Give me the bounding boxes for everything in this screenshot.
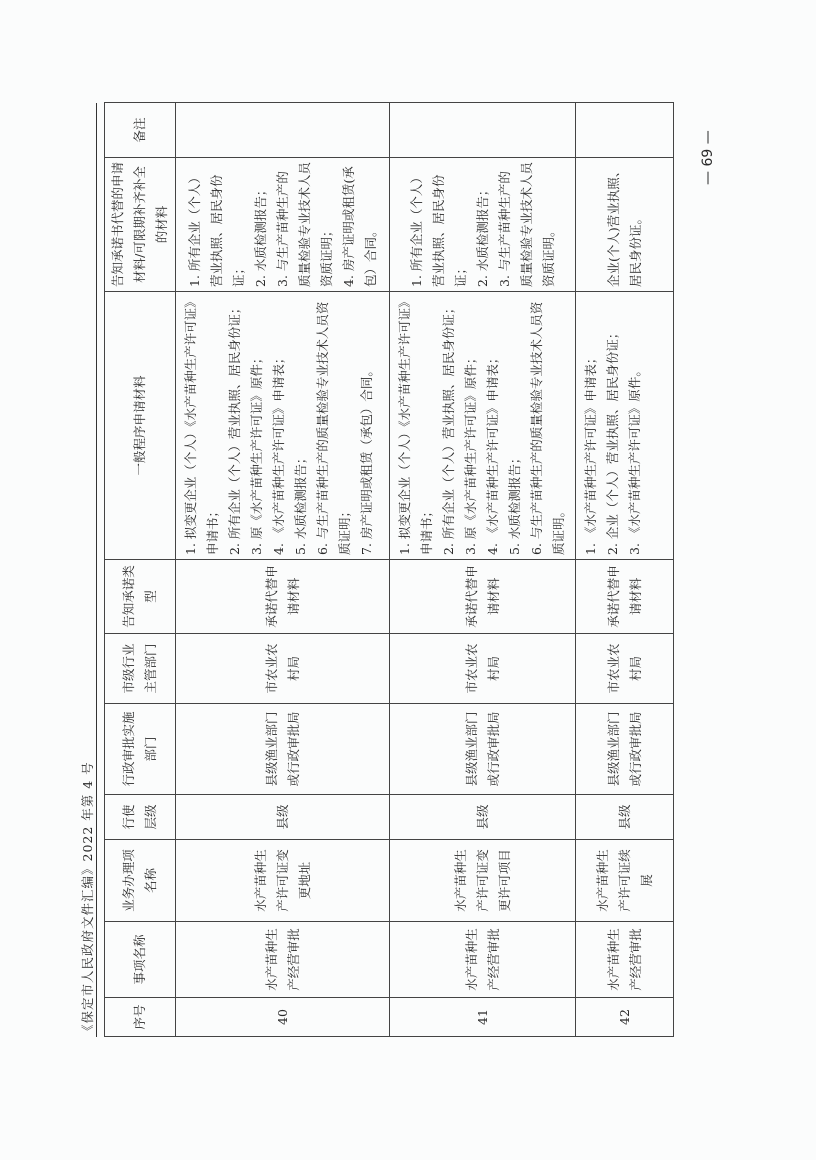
cell-level: 县级 <box>176 795 390 840</box>
cell-city-dept: 市农业农村局 <box>176 634 390 704</box>
cell-promise-type: 承诺代替申请材料 <box>176 560 390 634</box>
material-item: 4. 《水产苗种生产许可证》申请表； <box>485 351 500 555</box>
header-remarks: 备注 <box>105 103 176 158</box>
cell-remarks <box>576 103 674 158</box>
cell-level: 县级 <box>576 795 674 840</box>
cell-promise-type: 承诺代替申请材料 <box>576 560 674 634</box>
material-item: 3. 《水产苗种生产许可证》原件。 <box>627 364 642 555</box>
header-promise-type: 告知承诺类型 <box>105 560 176 634</box>
cell-business-name: 水产苗种生产许可证变更地址 <box>176 840 390 922</box>
table-header-row <box>105 103 176 1037</box>
header-level: 行使层级 <box>105 795 176 840</box>
header-item-name: 事项名称 <box>105 922 176 998</box>
promise-item: 1. 所有企业（个人）营业执照、居民身份证； <box>408 171 468 287</box>
material-item: 6. 与生产苗种生产的质量检验专业技术人员资质证明； <box>315 301 352 555</box>
cell-promise-materials <box>576 158 674 292</box>
header-approval-dept: 行政审批实施部门 <box>105 704 176 795</box>
promise-item: 4. 房产证明或租赁(承包）合同。 <box>340 166 378 287</box>
cell-general-materials <box>390 292 576 560</box>
running-header: 《保定市人民政府文件汇编》2022 年第 4 号 <box>80 761 95 1037</box>
promise-item: 企业(个人)营业执照、居民身份证。 <box>605 164 643 287</box>
material-item: 6. 与生产苗种生产的质量检验专业技术人员资质证明。 <box>529 301 566 555</box>
promise-item: 1. 所有企业（个人）营业执照、居民身份证； <box>186 171 246 287</box>
header-general-materials: 一般程序申请材料 <box>105 292 176 560</box>
material-item: 1. 拟变更企业（个人）《水产苗种生产许可证》申请书； <box>183 301 220 555</box>
approval-items-table <box>104 102 674 1037</box>
cell-seq: 42 <box>576 998 674 1037</box>
material-item: 3. 原《水产苗种生产许可证》原件； <box>249 351 264 555</box>
material-item: 5. 水质检测报告； <box>507 451 522 555</box>
cell-seq: 41 <box>390 998 576 1037</box>
header-seq: 序号 <box>105 998 176 1037</box>
cell-item-name: 水产苗种生产经营审批 <box>576 922 674 998</box>
material-item: 2. 所有企业（个人）营业执照、居民身份证； <box>227 301 242 555</box>
material-item: 7. 房产证明或租赁（承包）合同。 <box>359 364 374 555</box>
material-item: 1. 《水产苗种生产许可证》申请表； <box>583 351 598 555</box>
cell-approval-dept: 县级渔业部门或行政审批局 <box>576 704 674 795</box>
cell-seq: 40 <box>176 998 390 1037</box>
material-item: 3. 原《水产苗种生产许可证》原件； <box>463 351 478 555</box>
table-row <box>576 103 674 1037</box>
cell-city-dept: 市农业农村局 <box>390 634 576 704</box>
table-row <box>390 103 576 1037</box>
promise-item: 2. 水质检测报告； <box>474 183 490 287</box>
promise-item: 2. 水质检测报告； <box>252 183 268 287</box>
cell-business-name: 水产苗种生产许可证续展 <box>576 840 674 922</box>
cell-general-materials <box>176 292 390 560</box>
cell-item-name: 水产苗种生产经营审批 <box>176 922 390 998</box>
cell-business-name: 水产苗种生产许可证变更许可项目 <box>390 840 576 922</box>
cell-level: 县级 <box>390 795 576 840</box>
cell-remarks <box>390 103 576 158</box>
cell-city-dept: 市农业农村局 <box>576 634 674 704</box>
table-row <box>176 103 390 1037</box>
cell-general-materials <box>576 292 674 560</box>
cell-item-name: 水产苗种生产经营审批 <box>390 922 576 998</box>
cell-promise-materials <box>390 158 576 292</box>
header-city-dept: 市级行业主管部门 <box>105 634 176 704</box>
material-item: 4. 《水产苗种生产许可证》申请表； <box>271 351 286 555</box>
promise-item: 3. 与生产苗种生产的质量检验专业技术人员资质证明。 <box>496 161 556 287</box>
cell-promise-materials <box>176 158 390 292</box>
cell-remarks <box>176 103 390 158</box>
header-promise-materials: 告知承诺书代替的申请材料/可限期补齐补全的材料 <box>105 158 176 292</box>
material-item: 1. 拟变更企业（个人）《水产苗种生产许可证》申请书； <box>397 301 434 555</box>
page-number: — 69 — <box>700 130 716 185</box>
cell-approval-dept: 县级渔业部门或行政审批局 <box>390 704 576 795</box>
material-item: 5. 水质检测报告； <box>293 451 308 555</box>
material-item: 2. 企业（个人）营业执照、居民身份证； <box>605 326 620 555</box>
cell-promise-type: 承诺代替申请材料 <box>390 560 576 634</box>
promise-item: 3. 与生产苗种生产的质量检验专业技术人员资质证明； <box>274 161 334 287</box>
material-item: 2. 所有企业（个人）营业执照、居民身份证； <box>441 301 456 555</box>
cell-approval-dept: 县级渔业部门或行政审批局 <box>176 704 390 795</box>
header-business-name: 业务办理项名称 <box>105 840 176 922</box>
header-rule <box>96 103 97 1037</box>
